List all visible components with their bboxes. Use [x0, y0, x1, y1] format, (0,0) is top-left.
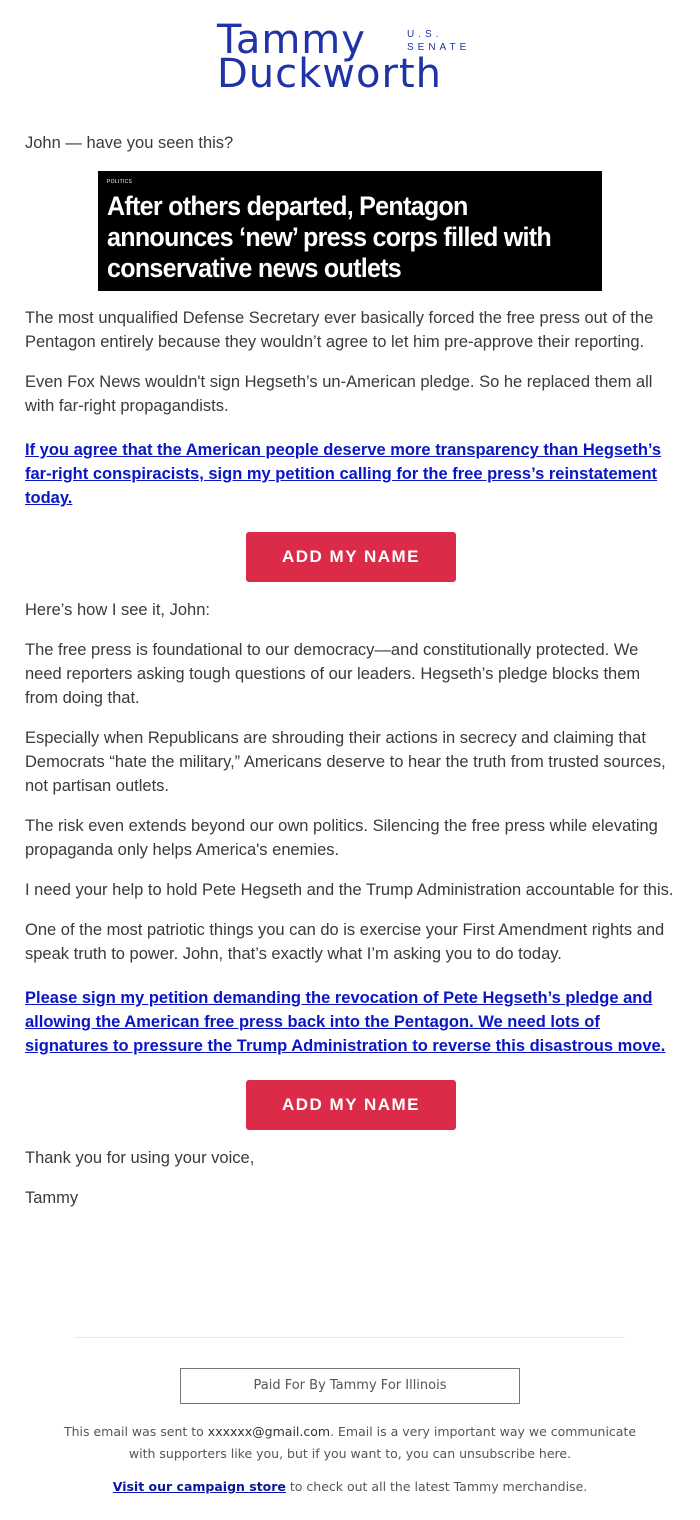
- closing-line: Thank you for using your voice,: [25, 1149, 255, 1167]
- paragraph: Here’s how I see it, John:: [25, 601, 210, 619]
- footer-text: This email was sent to: [63, 1424, 208, 1439]
- add-my-name-button-1[interactable]: ADD MY NAME: [246, 532, 456, 582]
- logo-us: U.S.: [407, 29, 443, 40]
- paragraph: The most unqualified Defense Secretary ever basically forced the free press out of the Pentagon entirely because they wouldn’t agree to let him pre-approve their reporting.: [25, 309, 654, 351]
- petition-link-2[interactable]: Please sign my petition demanding the revocation of Pete Hegseth’s pledge and allowing the American free press back into the Pentagon. We need lots of signatures to pressure the Trump Administration to reverse this disastrous move.: [25, 989, 666, 1055]
- paragraph: One of the most patriotic things you can do is exercise your First Amendment rights and speak truth to power. John, that’s exactly what I’m asking you to do today.: [25, 921, 665, 963]
- greeting: John — have you seen this?: [25, 134, 234, 152]
- footer-text: to check out all the latest Tammy merchandise.: [285, 1479, 588, 1494]
- tammy-duckworth-logo: [217, 17, 487, 97]
- store-notice: [60, 1476, 640, 1498]
- signature: Tammy: [25, 1189, 79, 1207]
- paid-for-disclaimer: Paid For By Tammy For Illinois: [180, 1368, 520, 1404]
- email-content: [25, 131, 677, 1226]
- logo-first-name: Tammy: [217, 17, 366, 63]
- news-headline-image: [98, 171, 602, 291]
- headline-line: After others departed, Pentagon: [107, 191, 468, 221]
- headline-line: announces ‘new’ press corps filled with: [107, 222, 552, 252]
- footer-divider: [75, 1337, 625, 1338]
- recipient-email: xxxxxx@gmail.com: [207, 1424, 331, 1439]
- footer-notice: [60, 1421, 640, 1465]
- paragraph: I need your help to hold Pete Hegseth and the Trump Administration accountable for this.: [25, 881, 674, 899]
- unsubscribe-text[interactable]: . Email is a very important way we communicate with supporters like you, but if you want to, you can unsubscribe here.: [128, 1424, 637, 1461]
- headline-kicker: POLITICS: [107, 179, 133, 185]
- paragraph: The free press is foundational to our democracy—and constitutionally protected. We need reporters asking tough questions of our leaders. Hegseth’s pledge blocks them from doing that.: [25, 641, 641, 707]
- petition-link-1[interactable]: If you agree that the American people deserve more transparency than Hegseth’s far-right conspiracists, sign my petition calling for the free press’s reinstatement today.: [25, 441, 662, 507]
- paragraph: Even Fox News wouldn't sign Hegseth’s un-American pledge. So he replaced them all with far-right propagandists.: [25, 373, 653, 415]
- logo-last-name: Duckworth: [217, 51, 442, 97]
- headline-line: conservative news outlets: [107, 253, 402, 283]
- add-my-name-button-2[interactable]: ADD MY NAME: [246, 1080, 456, 1130]
- campaign-store-link[interactable]: Visit our campaign store: [112, 1479, 286, 1494]
- paragraph: The risk even extends beyond our own politics. Silencing the free press while elevating propaganda only helps America's enemies.: [25, 817, 658, 859]
- logo-senate: SENATE: [407, 42, 471, 53]
- headline-title: [107, 191, 559, 284]
- paragraph: Especially when Republicans are shrouding their actions in secrecy and claiming that Democrats “hate the military,” Americans deserve to hear the truth from trusted sources, not partisan outlets.: [25, 729, 666, 795]
